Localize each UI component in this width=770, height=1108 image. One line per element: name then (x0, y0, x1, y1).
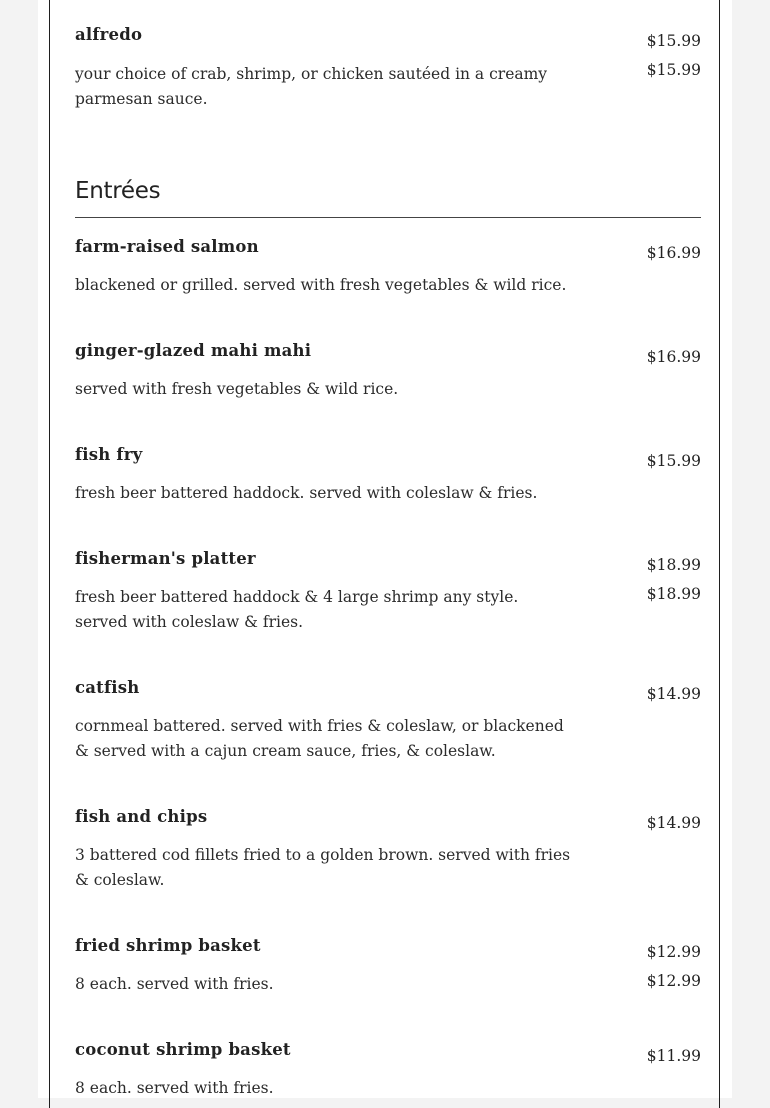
menu-item-description: blackened or grilled. served with fresh vegetables & wild rice. (75, 276, 567, 294)
menu-item-description: 8 each. served with fries. (75, 1079, 274, 1097)
menu-item-prices (647, 27, 701, 85)
menu-item-description: fresh beer battered haddock & 4 large shrimp any style. served with coleslaw & fries. (75, 588, 519, 631)
menu-item-prices (647, 239, 701, 268)
menu-item-price: $15.99 (646, 32, 701, 50)
menu-item-description: 8 each. served with fries. (75, 975, 274, 993)
menu-item-price: $18.99 (646, 556, 701, 574)
menu-item-price: $18.99 (646, 585, 701, 603)
menu-item-description: 3 battered cod fillets fried to a golden brown. served with fries & coleslaw. (75, 846, 571, 889)
menu-item-name: fish fry (75, 445, 143, 464)
menu-item-prices (647, 938, 701, 996)
menu-item-name: catfish (75, 678, 140, 697)
section-divider (75, 217, 701, 218)
menu-item-prices (647, 551, 701, 609)
menu-item-price: $12.99 (646, 972, 701, 990)
menu-item-price: $12.99 (646, 943, 701, 961)
menu-item-price: $16.99 (646, 348, 701, 366)
menu-item-prices (647, 343, 701, 372)
menu-item-name: coconut shrimp basket (75, 1040, 291, 1059)
menu-item-prices (647, 680, 701, 709)
menu-item-name: ginger-glazed mahi mahi (75, 341, 312, 360)
menu-item-name: fried shrimp basket (75, 936, 261, 955)
menu-item-description: fresh beer battered haddock. served with coleslaw & fries. (75, 484, 538, 502)
menu-item-description: served with fresh vegetables & wild rice. (75, 380, 399, 398)
menu-item-price: $16.99 (646, 244, 701, 262)
menu-item-name: fish and chips (75, 807, 208, 826)
menu-item-prices (647, 447, 701, 476)
menu-item-price: $11.99 (646, 1047, 701, 1065)
menu-item-prices (647, 1042, 701, 1071)
menu-item-name: fisherman's platter (75, 549, 256, 568)
menu-item-description: your choice of crab, shrimp, or chicken sautéed in a creamy parmesan sauce. (75, 65, 548, 108)
menu-item-price: $15.99 (646, 61, 701, 79)
section-title: Entrées (75, 178, 161, 204)
menu-item-name: alfredo (75, 25, 143, 44)
menu-item-name: farm-raised salmon (75, 237, 259, 256)
menu-item-description: cornmeal battered. served with fries & coleslaw, or blackened & served with a cajun cream sauce, fries, & coleslaw. (75, 717, 564, 760)
menu-item-prices (647, 809, 701, 838)
menu-item-price: $15.99 (646, 452, 701, 470)
menu-item-price: $14.99 (646, 685, 701, 703)
menu-item-price: $14.99 (646, 814, 701, 832)
